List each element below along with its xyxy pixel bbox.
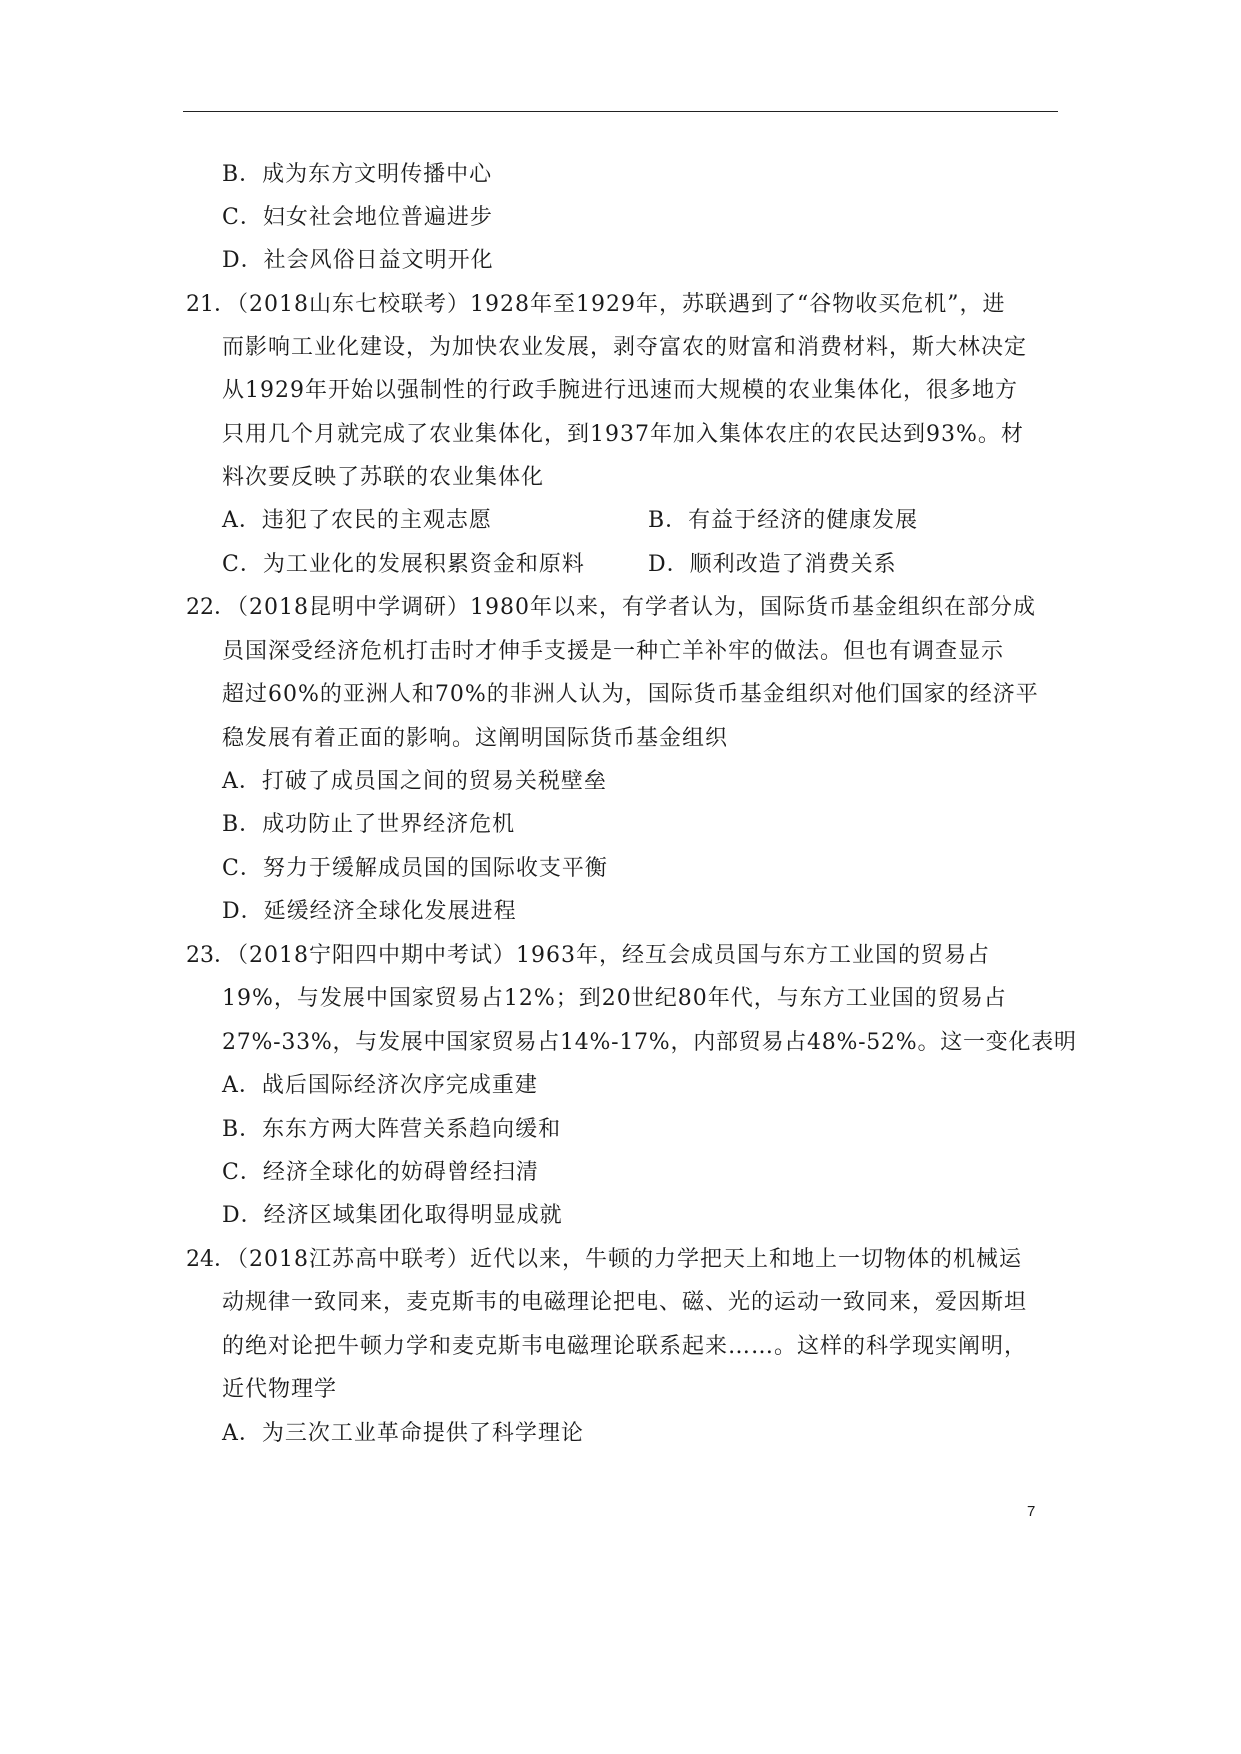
header-rule [183,111,1058,112]
q22-stem-line-1: （2018昆明中学调研）1980年以来，有学者认为，国际货币基金组织在部分成 [226,595,1036,620]
q22-stem-line-2: 员国深受经济危机打击时才伸手支援是一种亡羊补牢的做法。但也有调查显示 [222,639,1005,664]
q21-stem-line-2: 而影响工业化建设，为加快农业发展，剥夺富农的财富和消费材料，斯大林决定 [222,335,1028,360]
q23-option-b: B．东东方两大阵营关系趋向缓和 [222,1117,562,1142]
q23-option-d: D．经济区域集团化取得明显成就 [222,1203,563,1228]
q21-stem-line-5: 料次要反映了苏联的农业集体化 [222,465,545,490]
q24-stem-line-4: 近代物理学 [222,1377,338,1402]
q22-number: 22． [186,595,236,620]
q24-option-a: A．为三次工业革命提供了科学理论 [222,1421,584,1446]
q21-stem-line-1: （2018山东七校联考）1928年至1929年，苏联遇到了“谷物收买危机”，进 [226,292,1006,317]
q21-option-b: B．有益于经济的健康发展 [648,508,919,533]
q21-option-d: D．顺利改造了消费关系 [648,552,897,577]
q22-option-d: D．延缓经济全球化发展进程 [222,899,517,924]
q21-stem-line-3: 从1929年开始以强制性的行政手腕进行迅速而大规模的农业集体化，很多地方 [222,378,1018,403]
q24-stem-line-1: （2018江苏高中联考）近代以来，牛顿的力学把天上和地上一切物体的机械运 [226,1247,1022,1272]
q21-number: 21． [186,292,236,317]
q24-number: 24． [186,1247,236,1272]
q20-option-b: B．成为东方文明传播中心 [222,162,493,187]
q22-option-a: A．打破了成员国之间的贸易关税壁垒 [222,769,607,794]
q23-option-a: A．战后国际经济次序完成重建 [222,1073,538,1098]
q23-option-c: C．经济全球化的妨碍曾经扫清 [222,1160,539,1185]
q22-stem-line-3: 超过60%的亚洲人和70%的非洲人认为，国际货币基金组织对他们国家的经济平 [222,682,1039,707]
page-number: 7 [1027,1503,1036,1520]
q24-stem-line-3: 的绝对论把牛顿力学和麦克斯韦电磁理论联系起来……。这样的科学现实阐明， [222,1334,1028,1359]
q20-option-d: D．社会风俗日益文明开化 [222,248,494,273]
q22-option-b: B．成功防止了世界经济危机 [222,812,516,837]
q23-stem-line-2: 19%，与发展中国家贸易占12%；到20世纪80年代，与东方工业国的贸易占 [222,986,1007,1011]
q23-stem-line-3: 27%-33%，与发展中国家贸易占14%-17%，内部贸易占48%-52%。这一变化表明 [222,1030,1077,1055]
q22-stem-line-4: 稳发展有着正面的影响。这阐明国际货币基金组织 [222,726,729,751]
q22-option-c: C．努力于缓解成员国的国际收支平衡 [222,856,608,881]
q23-stem-line-1: （2018宁阳四中期中考试）1963年，经互会成员国与东方工业国的贸易占 [226,943,990,968]
q20-option-c: C．妇女社会地位普遍进步 [222,205,493,230]
q21-option-c: C．为工业化的发展积累资金和原料 [222,552,585,577]
q23-number: 23． [186,943,236,968]
q21-option-a: A．违犯了农民的主观志愿 [222,508,492,533]
q21-stem-line-4: 只用几个月就完成了农业集体化，到1937年加入集体农庄的农民达到93%。材 [222,422,1024,447]
q24-stem-line-2: 动规律一致同来，麦克斯韦的电磁理论把电、磁、光的运动一致同来，爱因斯坦 [222,1290,1028,1315]
